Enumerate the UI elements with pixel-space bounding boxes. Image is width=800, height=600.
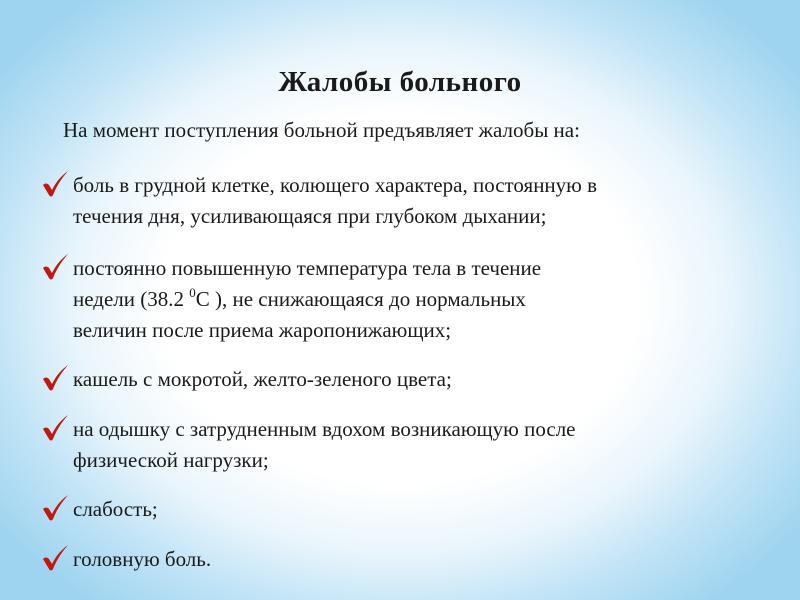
item-line: боль в грудной клетке, колющего характера, постоянную в bbox=[73, 173, 598, 197]
checkmark-icon bbox=[40, 253, 70, 281]
item-line: течения дня, усиливающаяся при глубоком дыхании; bbox=[73, 204, 547, 228]
item-line: слабость; bbox=[73, 497, 158, 521]
item-line: величин после приема жаропонижающих; bbox=[73, 318, 452, 342]
intro-text: На момент поступления больной предъявляет жалобы на: bbox=[63, 118, 580, 142]
slide-title: Жалобы больного bbox=[278, 66, 522, 98]
item-line-temperature bbox=[73, 284, 743, 315]
checkmark-icon bbox=[40, 170, 70, 198]
item-line: кашель с мокротой, желто-зеленого цвета; bbox=[73, 367, 452, 391]
temperature-prefix: недели (38.2 bbox=[73, 287, 190, 311]
temperature-suffix: С ), не снижающаяся до нормальных bbox=[195, 287, 526, 311]
item-line: постоянно повышенную температура тела в течение bbox=[73, 256, 542, 280]
item-line: головную боль. bbox=[73, 547, 212, 571]
item-line: физической нагрузки; bbox=[73, 448, 269, 472]
checkmark-icon bbox=[40, 494, 70, 522]
item-line: на одышку с затрудненным вдохом возникающую после bbox=[73, 417, 576, 441]
checkmark-icon bbox=[40, 544, 70, 572]
checkmark-icon bbox=[40, 364, 70, 392]
checkmark-icon bbox=[40, 414, 70, 442]
degree-superscript: 0 bbox=[189, 285, 196, 300]
